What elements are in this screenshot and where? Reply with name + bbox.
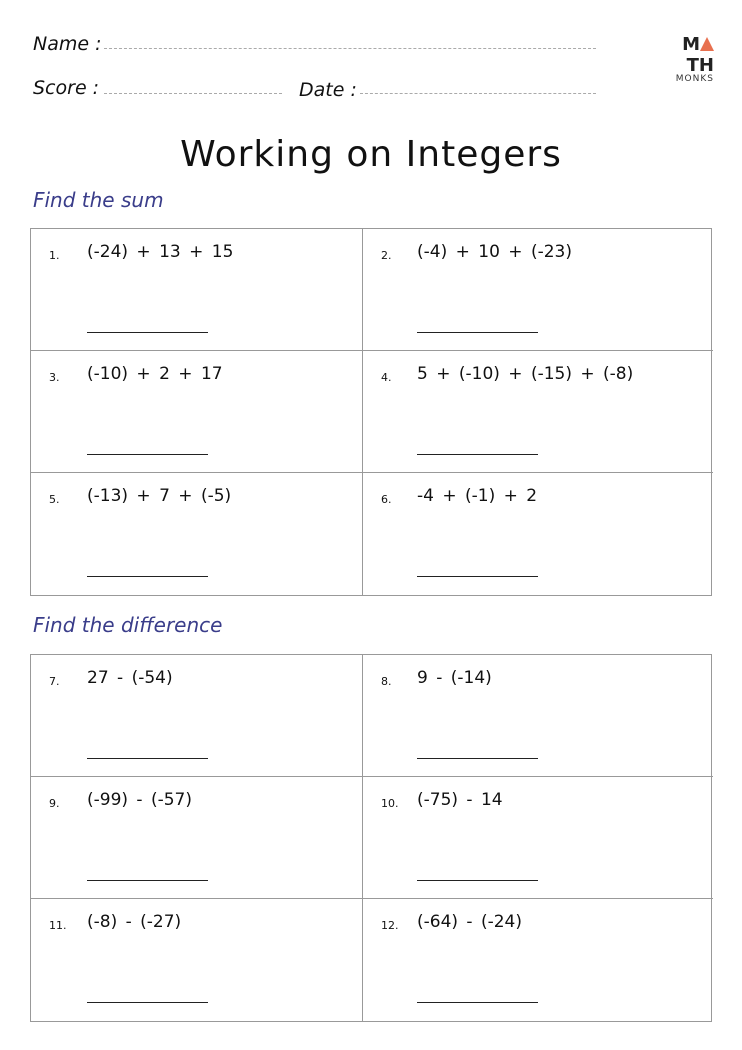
logo-text-accent: TH: [686, 55, 714, 76]
date-field[interactable]: [360, 93, 596, 94]
problem-number: 3.: [49, 371, 60, 384]
problem-cell: [31, 777, 363, 899]
answer-line[interactable]: [87, 576, 208, 577]
problem-cell: [31, 655, 363, 777]
problem-number: 4.: [381, 371, 392, 384]
problem-expression: (-4) + 10 + (-23): [417, 242, 572, 262]
answer-line[interactable]: [87, 454, 208, 455]
name-label: Name :: [33, 33, 102, 55]
section-heading-difference: Find the difference: [33, 613, 223, 637]
problem-number: 7.: [49, 675, 60, 688]
problem-cell: [363, 655, 713, 777]
problem-cell: [31, 351, 363, 473]
problem-expression: (-13) + 7 + (-5): [87, 486, 232, 506]
problem-expression: 5 + (-10) + (-15) + (-8): [417, 364, 634, 384]
answer-line[interactable]: [417, 758, 538, 759]
problem-number: 2.: [381, 249, 392, 262]
problem-cell: [363, 777, 713, 899]
problem-number: 9.: [49, 797, 60, 810]
problem-expression: (-99) - (-57): [87, 790, 193, 810]
problem-cell: [363, 899, 713, 1021]
problem-number: 11.: [49, 919, 67, 932]
problem-number: 6.: [381, 493, 392, 506]
sum-problems-grid: [30, 228, 712, 596]
difference-problems-grid: [30, 654, 712, 1022]
section-heading-sum: Find the sum: [33, 188, 164, 212]
problem-number: 8.: [381, 675, 392, 688]
page-title: Working on Integers: [180, 134, 562, 175]
triangle-icon: [700, 37, 714, 51]
problem-expression: 27 - (-54): [87, 668, 173, 688]
problem-cell: [31, 899, 363, 1021]
problem-number: 10.: [381, 797, 399, 810]
score-field[interactable]: [104, 93, 282, 94]
problem-expression: -4 + (-1) + 2: [417, 486, 538, 506]
problem-expression: (-8) - (-27): [87, 912, 182, 932]
problem-number: 5.: [49, 493, 60, 506]
logo-text: M: [682, 34, 700, 55]
problem-expression: 9 - (-14): [417, 668, 492, 688]
problem-cell: [363, 351, 713, 473]
answer-line[interactable]: [87, 758, 208, 759]
date-label: Date :: [299, 79, 357, 101]
answer-line[interactable]: [417, 576, 538, 577]
logo-subtext: MONKS: [675, 74, 714, 84]
problem-number: 12.: [381, 919, 399, 932]
math-monks-logo: [656, 34, 714, 84]
problem-cell: [31, 229, 363, 351]
answer-line[interactable]: [417, 332, 538, 333]
answer-line[interactable]: [417, 880, 538, 881]
score-label: Score :: [33, 77, 100, 99]
problem-cell: [363, 473, 713, 595]
problem-cell: [31, 473, 363, 595]
problem-expression: (-75) - 14: [417, 790, 503, 810]
problem-expression: (-64) - (-24): [417, 912, 523, 932]
answer-line[interactable]: [87, 1002, 208, 1003]
answer-line[interactable]: [417, 1002, 538, 1003]
name-field[interactable]: [104, 48, 596, 49]
answer-line[interactable]: [417, 454, 538, 455]
answer-line[interactable]: [87, 880, 208, 881]
problem-cell: [363, 229, 713, 351]
answer-line[interactable]: [87, 332, 208, 333]
problem-expression: (-10) + 2 + 17: [87, 364, 223, 384]
problem-expression: (-24) + 13 + 15: [87, 242, 234, 262]
problem-number: 1.: [49, 249, 60, 262]
